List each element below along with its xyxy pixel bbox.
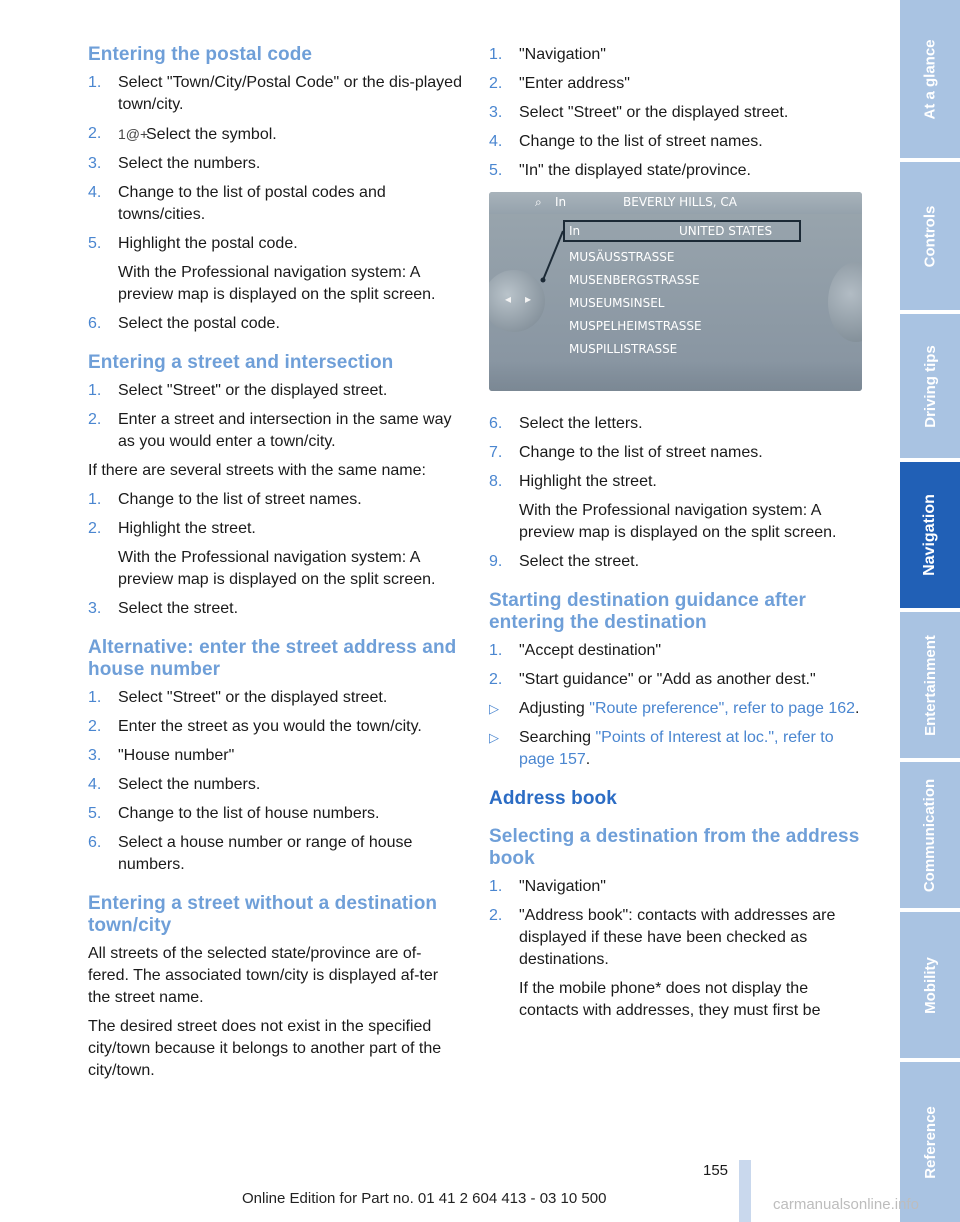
list-item: 6. Select a house number or range of house numbers.	[88, 834, 413, 873]
tab-controls[interactable]: Controls	[900, 162, 960, 310]
list-item: ▷ Searching "Points of Interest at loc.", refer to page 157.	[489, 727, 863, 771]
address-book-steps	[489, 876, 863, 1022]
points-of-interest-link[interactable]: "Points of Interest at loc.", refer to page 157	[519, 729, 834, 768]
screen-street-item: MUSENBERGSTRASSE	[569, 273, 700, 287]
guidance-options	[489, 698, 863, 771]
chapter-sidebar	[900, 0, 960, 1222]
no-city-paragraph-1: All streets of the selected state/province are of-fered. The associated town/city is displayed af-ter the street name.	[88, 945, 439, 1006]
screen-street-item: MUSPILLISTRASSE	[569, 342, 678, 356]
navigation-screenshot	[489, 192, 862, 391]
list-item: 4. Change to the list of street names.	[489, 133, 763, 150]
list-item: 2. Enter the street as you would the town/city.	[88, 718, 422, 735]
list-item: 5. "In" the displayed state/province.	[489, 162, 751, 179]
no-city-paragraph-2: The desired street does not exist in the specified city/town because it belongs to another part of the city/town.	[88, 1018, 442, 1079]
list-item: 8. Highlight the street. With the Professional navigation system: A preview map is displayed on the split screen.	[489, 473, 837, 541]
route-preference-link[interactable]: "Route preference", refer to page 162	[589, 700, 856, 717]
address-symbol-icon: 1@+	[118, 126, 149, 142]
house-number-steps	[88, 687, 462, 876]
list-item: 4. Change to the list of postal codes and towns/cities.	[88, 184, 386, 223]
list-item: 9. Select the street.	[489, 553, 640, 570]
screen-street-item: MUSEUMSINSEL	[569, 296, 665, 310]
arrow-left-icon: ◂	[505, 292, 512, 306]
list-item: 2. Enter a street and intersection in the same way as you would enter a town/city.	[88, 411, 452, 450]
guidance-heading: Starting destination guidance after entering the destination	[489, 590, 807, 633]
intersection-heading: Entering a street and intersection	[88, 352, 394, 373]
list-item: 5. Change to the list of house numbers.	[88, 805, 380, 822]
screen-sel-in: In	[569, 224, 581, 238]
house-number-heading: Alternative: enter the street address and house number	[88, 637, 457, 680]
screen-street-item: MUSÄUSSTRASSE	[569, 250, 675, 264]
footer-edition: Online Edition for Part no. 01 41 2 604 413 - 03 10 500	[242, 1190, 607, 1207]
list-item: 2. Highlight the street. With the Professional navigation system: A preview map is displayed on the split screen.	[88, 520, 436, 588]
left-column	[88, 44, 462, 1089]
no-city-heading: Entering a street without a destination town/city	[88, 893, 438, 936]
street-steps	[489, 44, 863, 182]
list-item: 1. Select "Street" or the displayed street.	[88, 382, 388, 399]
postal-code-steps	[88, 72, 462, 335]
list-item: 3. Select "Street" or the displayed street.	[489, 104, 789, 121]
triangle-bullet-icon: ▷	[489, 730, 499, 745]
list-item: 1. "Accept destination"	[489, 642, 662, 659]
tab-mobility[interactable]: Mobility	[900, 912, 960, 1058]
screen-sel-country: UNITED STATES	[679, 224, 773, 238]
right-column	[489, 44, 863, 1029]
guidance-steps	[489, 640, 863, 691]
list-item: 5. Highlight the postal code. With the Professional navigation system: A preview map is displayed on the split screen.	[88, 235, 436, 303]
list-item: 1. "Navigation"	[489, 878, 606, 895]
list-item: 3. Select the numbers.	[88, 155, 261, 172]
list-item: 7. Change to the list of street names.	[489, 444, 763, 461]
arrow-right-icon: ▸	[525, 292, 532, 306]
tab-at-a-glance[interactable]: At a glance	[900, 0, 960, 158]
tab-driving-tips[interactable]: Driving tips	[900, 314, 960, 458]
same-name-paragraph: If there are several streets with the same name:	[88, 462, 426, 479]
intersection-steps	[88, 380, 462, 453]
tab-entertainment[interactable]: Entertainment	[900, 612, 960, 758]
triangle-bullet-icon: ▷	[489, 701, 499, 716]
screen-top-in: In	[555, 195, 567, 209]
list-item: ▷ Adjusting "Route preference", refer to page 162.	[489, 698, 863, 720]
list-item: 3. Select the street.	[88, 600, 239, 617]
list-item: 1. Select "Street" or the displayed street.	[88, 689, 388, 706]
screen-current-location: BEVERLY HILLS, CA	[623, 195, 737, 209]
list-item: 6. Select the postal code.	[88, 315, 280, 332]
page-number: 155	[703, 1162, 729, 1179]
address-book-heading: Address book	[489, 788, 617, 809]
screen-street-item: MUSPELHEIMSTRASSE	[569, 319, 702, 333]
list-item: 2. "Start guidance" or "Add as another dest."	[489, 671, 816, 688]
street-steps-continued	[489, 413, 863, 573]
list-item: 1. Select "Town/City/Postal Code" or the dis-played town/city.	[88, 74, 462, 113]
tab-navigation[interactable]: Navigation	[900, 462, 960, 608]
list-item: 1. Change to the list of street names.	[88, 491, 362, 508]
list-item: 1. "Navigation"	[489, 46, 606, 63]
list-item: 2. "Enter address"	[489, 75, 630, 92]
list-item: 4. Select the numbers.	[88, 776, 261, 793]
postal-code-heading: Entering the postal code	[88, 44, 313, 65]
page-marker	[739, 1160, 751, 1222]
list-item: 2. "Address book": contacts with addresses are displayed if these have been checked as destinations. If the mobile phone* does not display the contacts with addresses, they must first be	[489, 907, 836, 1019]
address-book-subheading: Selecting a destination from the address book	[489, 826, 860, 869]
list-item: 2. 1@+Select the symbol.	[88, 125, 277, 143]
same-name-steps	[88, 489, 462, 620]
list-item: 3. "House number"	[88, 747, 235, 764]
map-search-icon: ⌕	[535, 195, 542, 209]
watermark: carmanualsonline.info	[773, 1196, 919, 1213]
list-item: 6. Select the letters.	[489, 415, 643, 432]
tab-communication[interactable]: Communication	[900, 762, 960, 908]
tab-reference[interactable]: Reference	[900, 1062, 960, 1222]
